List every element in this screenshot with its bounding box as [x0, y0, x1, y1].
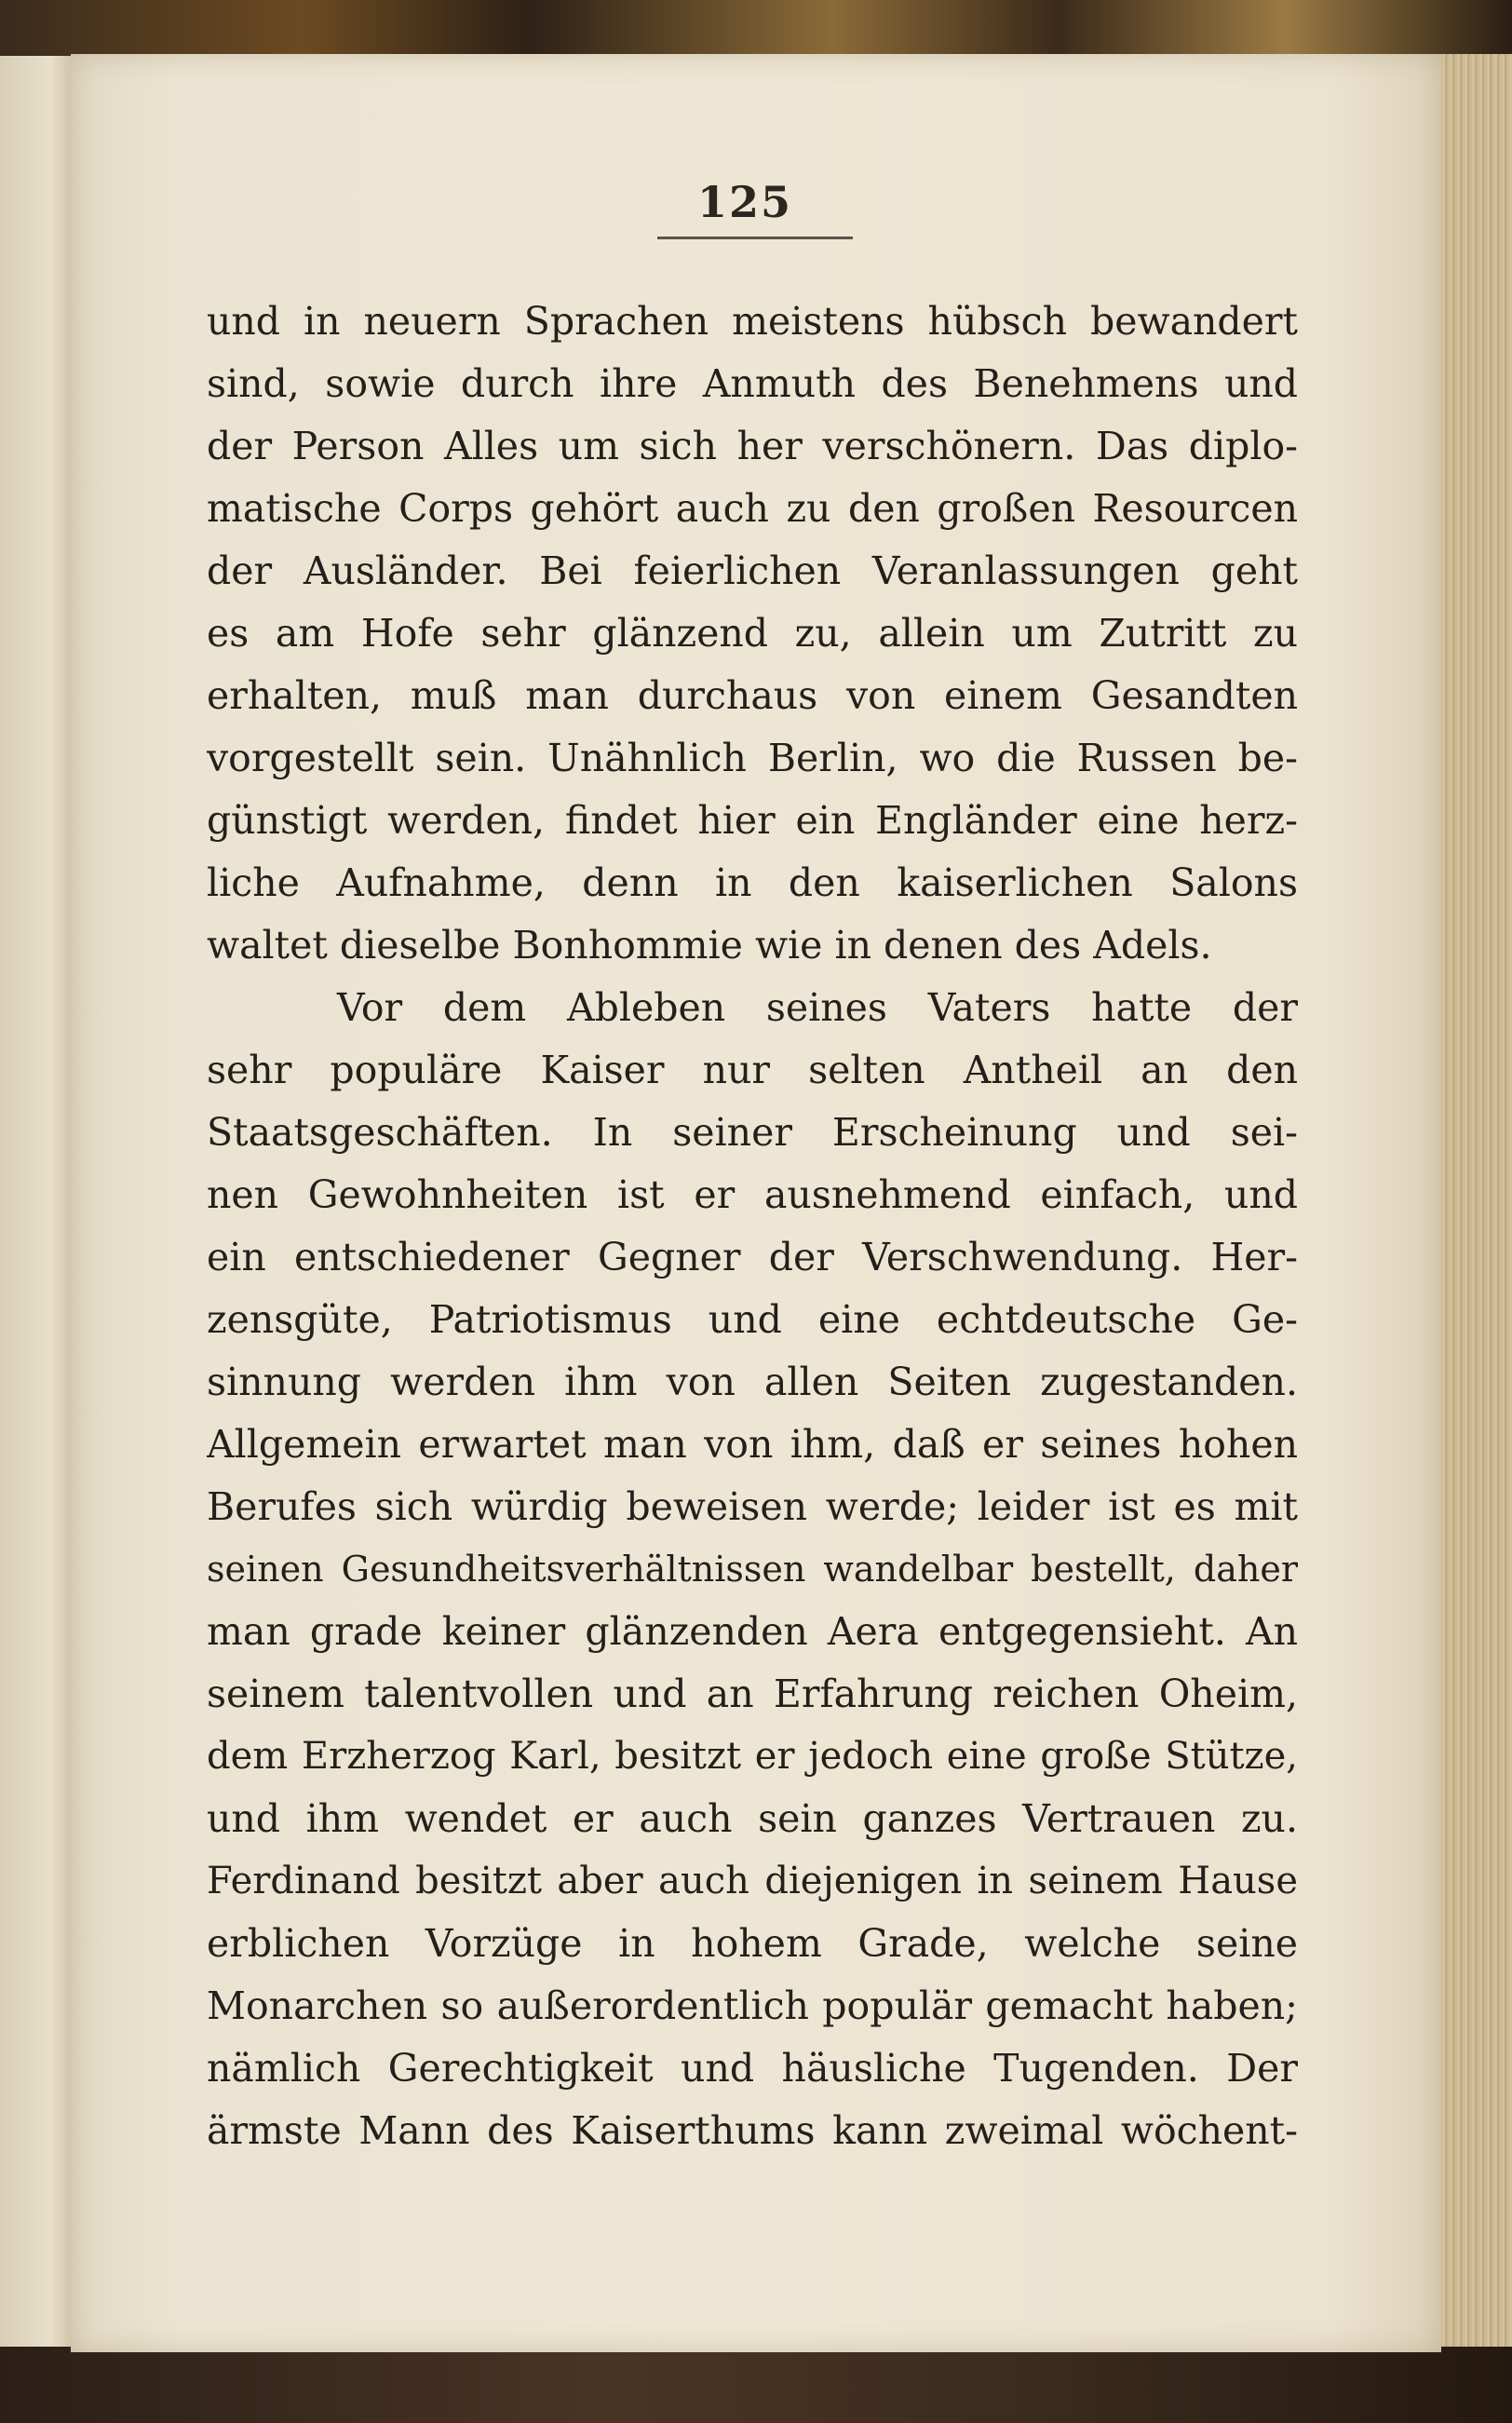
text-line: zensgüte, Patriotismus und eine echtdeutsche Ge- [207, 1297, 1298, 1342]
text-line: seinen Gesundheitsverhältnissen wandelbar bestellt, daher [207, 1549, 1298, 1590]
text-line: nämlich Gerechtigkeit und häusliche Tugenden. Der [207, 2046, 1298, 2091]
book-cover-bottom [0, 2347, 1512, 2423]
text-line: und ihm wendet er auch sein ganzes Vertrauen zu. [207, 1796, 1298, 1841]
text-line: ein entschiedener Gegner der Verschwendung. Her- [207, 1235, 1298, 1279]
text-line: ärmste Mann des Kaiserthums kann zweimal wöchent- [207, 2108, 1298, 2153]
page-number-rule [657, 237, 853, 239]
text-line: sehr populäre Kaiser nur selten Antheil an den [207, 1048, 1298, 1092]
text-line: günstigt werden, findet hier ein Engländer eine herz- [207, 798, 1298, 843]
text-line: und in neuern Sprachen meistens hübsch bewandert [207, 299, 1298, 344]
text-line: liche Aufnahme, denn in den kaiserlichen Salons [207, 860, 1298, 905]
text-line: Monarchen so außerordentlich populär gemacht haben; [207, 1983, 1298, 2028]
body-text [207, 291, 1298, 2162]
text-line: Staatsgeschäften. In seiner Erscheinung und sei- [207, 1110, 1298, 1155]
text-line: erhalten, muß man durchaus von einem Gesandten [207, 673, 1298, 718]
text-line: matische Corps gehört auch zu den großen Resourcen [207, 486, 1298, 531]
text-line: sinnung werden ihm von allen Seiten zugestanden. [207, 1360, 1298, 1404]
page-block-edges [1439, 54, 1512, 2352]
paragraph-start-line: Vor dem Ableben seines Vaters hatte der [337, 985, 1298, 1030]
text-line: Ferdinand besitzt aber auch diejenigen in seinem Hause [207, 1860, 1298, 1902]
page-number: 125 [696, 177, 793, 227]
text-line: waltet dieselbe Bonhommie wie in denen des Adels. [207, 923, 1212, 968]
text-line: seinem talentvollen und an Erfahrung reichen Oheim, [207, 1672, 1298, 1716]
text-line: es am Hofe sehr glänzend zu, allein um Zutritt zu [207, 611, 1298, 656]
text-line: dem Erzherzog Karl, besitzt er jedoch eine große Stütze, [207, 1735, 1298, 1778]
text-line: vorgestellt sein. Unähnlich Berlin, wo die Russen be- [207, 736, 1298, 780]
text-line: der Ausländer. Bei feierlichen Veranlassungen geht [207, 548, 1298, 593]
text-line: erblichen Vorzüge in hohem Grade, welche seine [207, 1921, 1298, 1966]
text-line: sind, sowie durch ihre Anmuth des Benehmens und [207, 361, 1298, 406]
text-line: nen Gewohnheiten ist er ausnehmend einfach, und [207, 1172, 1298, 1217]
text-line: Berufes sich würdig beweisen werde; leider ist es mit [207, 1484, 1298, 1529]
text-line: man grade keiner glänzenden Aera entgegensieht. An [207, 1609, 1298, 1654]
facing-page-edge [0, 56, 74, 2351]
text-line: der Person Alles um sich her verschönern. Das diplo- [207, 424, 1298, 468]
text-line: Allgemein erwartet man von ihm, daß er seines hohen [207, 1422, 1298, 1467]
